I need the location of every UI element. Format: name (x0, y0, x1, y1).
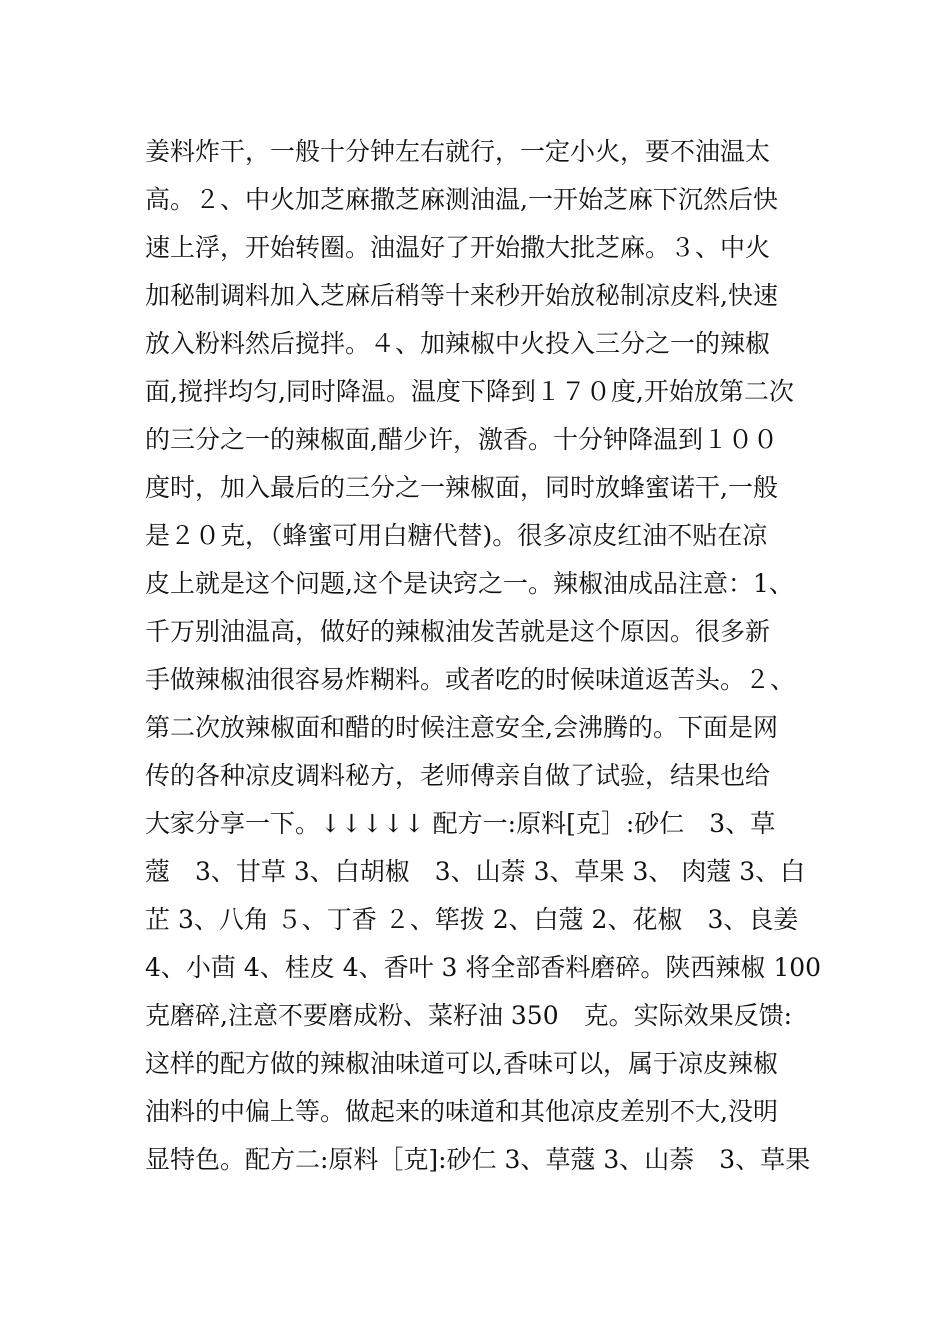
text-line: 传的各种凉皮调料秘方，老师傅亲自做了试验，结果也给 (145, 761, 771, 790)
text-line: 姜料炸干，一般十分钟左右就行，一定小火，要不油温太 (145, 137, 771, 166)
text-line: 是２０克，（蜂蜜可用白糖代替)。很多凉皮红油不贴在凉 (145, 521, 768, 550)
text-line: 第二次放辣椒面和醋的时候注意安全,会沸腾的。下面是网 (145, 713, 778, 742)
text-line: 油料的中偏上等。做起来的味道和其他凉皮差别不大,没明 (145, 1097, 778, 1126)
text-line: 面,搅拌均匀,同时降温。温度下降到１７０度,开始放第二次 (145, 377, 794, 406)
text-line: 高。２、中火加芝麻撒芝麻测油温,一开始芝麻下沉然后快 (145, 185, 778, 214)
text-line: 千万别油温高，做好的辣椒油发苦就是这个原因。很多新 (145, 617, 771, 646)
text-line: 大家分享一下。↓↓↓↓↓ 配方一:原料[克］:砂仁 3、草 (145, 809, 776, 838)
text-line: 加秘制调料加入芝麻后稍等十来秒开始放秘制凉皮料,快速 (145, 281, 778, 310)
text-line: 手做辣椒油很容易炸糊料。或者吃的时候味道返苦头。２、 (145, 665, 796, 694)
text-line: 的三分之一的辣椒面,醋少许，激香。十分钟降温到１００ (145, 425, 778, 454)
text-line: 度时，加入最后的三分之一辣椒面，同时放蜂蜜诺干,一般 (145, 473, 778, 502)
text-line: 克磨碎,注意不要磨成粉、菜籽油 350 克。实际效果反馈: (145, 1001, 793, 1030)
text-line: 显特色。配方二:原料［克]:砂仁 3、草蔻 3、山萘 3、草果 (145, 1145, 811, 1174)
text-line: 这样的配方做的辣椒油味道可以,香味可以，属于凉皮辣椒 (145, 1049, 778, 1078)
body-text (145, 128, 825, 1184)
text-line: 放入粉料然后搅拌。４、加辣椒中火投入三分之一的辣椒 (145, 329, 771, 358)
text-line: 皮上就是这个问题,这个是诀窍之一。辣椒油成品注意：1、 (145, 569, 794, 598)
text-line: 芷 3、八角 ５、丁香 ２、筚拨 2、白蔻 2、花椒 3、良姜 (145, 905, 799, 934)
text-line: 速上浮，开始转圈。油温好了开始撒大批芝麻。３、中火 (145, 233, 771, 262)
text-line: 蔻 3、甘草 3、白胡椒 3、山萘 3、草果 3、 肉蔻 3、白 (145, 857, 806, 886)
text-line: 4、小茴 4、桂皮 4、香叶 3 将全部香料磨碎。陕西辣椒 100 (145, 953, 822, 982)
